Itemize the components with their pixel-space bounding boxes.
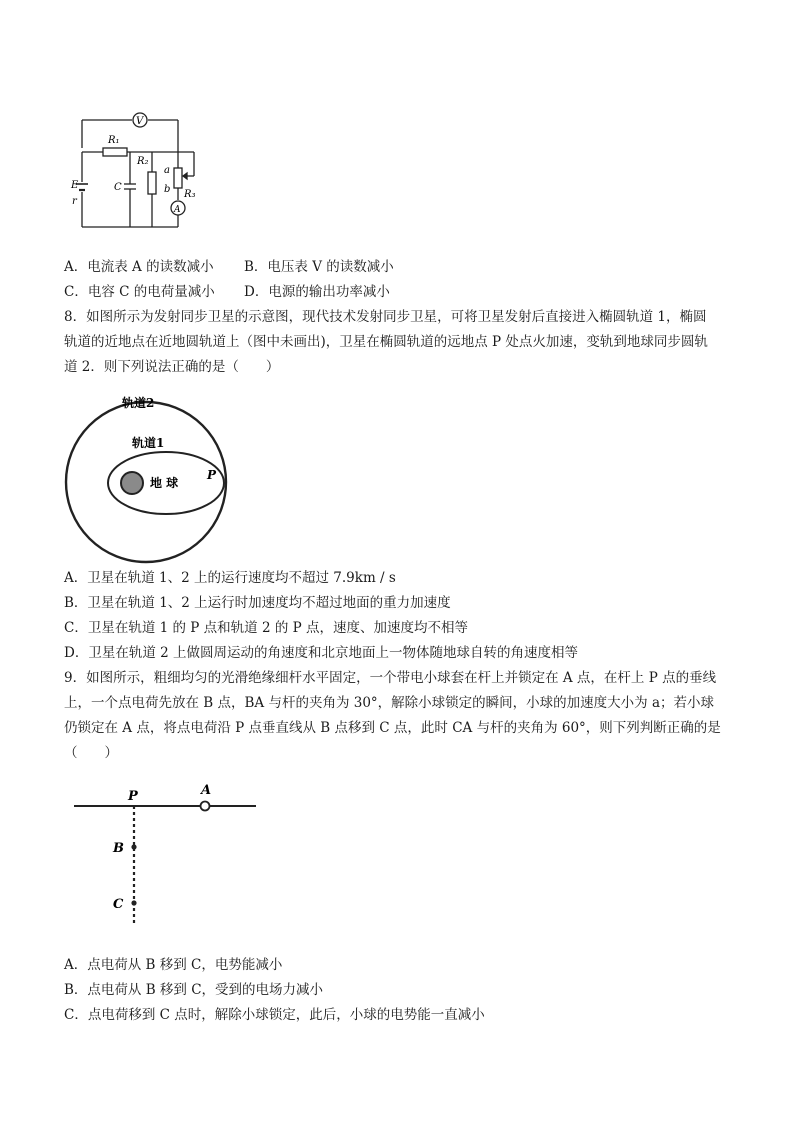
q8-orbit1-label: 轨道1 — [132, 436, 165, 450]
q9-point-b-label: B — [113, 841, 124, 856]
q8-option-d: D．卫星在轨道 2 上做圆周运动的角速度和北京地面上一物体随地球自转的角速度相等 — [64, 645, 578, 661]
q9-option-a: A．点电荷从 B 移到 C，电势能减小 — [64, 957, 283, 973]
q9-option-b: B．点电荷从 B 移到 C，受到的电场力减小 — [64, 982, 324, 998]
q9-point-p-label: P — [128, 789, 138, 804]
q8-option-a: A．卫星在轨道 1、2 上的运行速度均不超过 7.9km / s — [64, 570, 396, 586]
q7-option-d: D．电源的输出功率减小 — [244, 284, 390, 300]
q8-option-c: C．卫星在轨道 1 的 P 点和轨道 2 的 P 点，速度、加速度均不相等 — [64, 620, 469, 636]
q9-point-a-label: A — [201, 783, 212, 798]
q7-voltmeter-label: V — [136, 116, 144, 127]
q7-a-label: a — [164, 165, 170, 176]
q9-point-c-label: C — [113, 897, 124, 912]
q9-rod-diagram — [68, 776, 268, 946]
q8-stem-line-1: 8．如图所示为发射同步卫星的示意图，现代技术发射同步卫星，可将卫星发射后直接进入椭圆轨道 1，椭圆 — [64, 309, 707, 325]
q7-ammeter-label: A — [174, 205, 181, 215]
q7-option-b: B．电压表 V 的读数减小 — [244, 259, 394, 275]
q8-option-b: B．卫星在轨道 1、2 上运行时加速度均不超过地面的重力加速度 — [64, 595, 451, 611]
q7-b-label: b — [164, 184, 171, 195]
q9-stem-line-1: 9．如图所示，粗细均匀的光滑绝缘细杆水平固定，一个带电小球套在杆上并锁定在 A 点，在杆上 P 点的垂线 — [64, 670, 717, 686]
q8-stem-line-2: 轨道的近地点在近地圆轨道上（图中未画出)，卫星在椭圆轨道的远地点 P 处点火加速，变轨到地球同步圆轨 — [64, 334, 708, 350]
q7-r2-label: R₂ — [137, 156, 149, 167]
q9-stem-line-2: 上，一个点电荷先放在 B 点，BA 与杆的夹角为 30°，解除小球锁定的瞬间，小球的加速度大小为 a；若小球 — [64, 695, 715, 711]
q7-circuit-diagram — [68, 110, 208, 235]
q8-stem-line-3: 道 2．则下列说法正确的是（ ） — [64, 359, 280, 375]
q7-c-label: C — [114, 182, 122, 193]
q8-orbit-diagram — [60, 388, 230, 564]
q7-e-label: E — [71, 180, 79, 191]
q7-option-c: C．电容 C 的电荷量减小 — [64, 284, 215, 300]
q7-option-a: A．电流表 A 的读数减小 — [64, 259, 214, 275]
q9-stem-line-3: 仍锁定在 A 点，将点电荷沿 P 点垂直线从 B 点移到 C 点，此时 CA 与杆的夹角为 60°，则下列判断正确的是 — [64, 720, 721, 736]
q9-option-c: C．点电荷移到 C 点时，解除小球锁定，此后，小球的电势能一直减小 — [64, 1007, 485, 1023]
q8-point-p-label: P — [207, 468, 217, 482]
q7-r3-label: R₃ — [184, 189, 196, 200]
q7-r-label: r — [72, 196, 77, 207]
q8-earth-label: 地 球 — [150, 476, 179, 490]
q9-stem-line-4: （ ） — [64, 745, 118, 761]
q8-orbit2-label: 轨道2 — [122, 396, 155, 410]
q7-r1-label: R₁ — [108, 135, 120, 146]
